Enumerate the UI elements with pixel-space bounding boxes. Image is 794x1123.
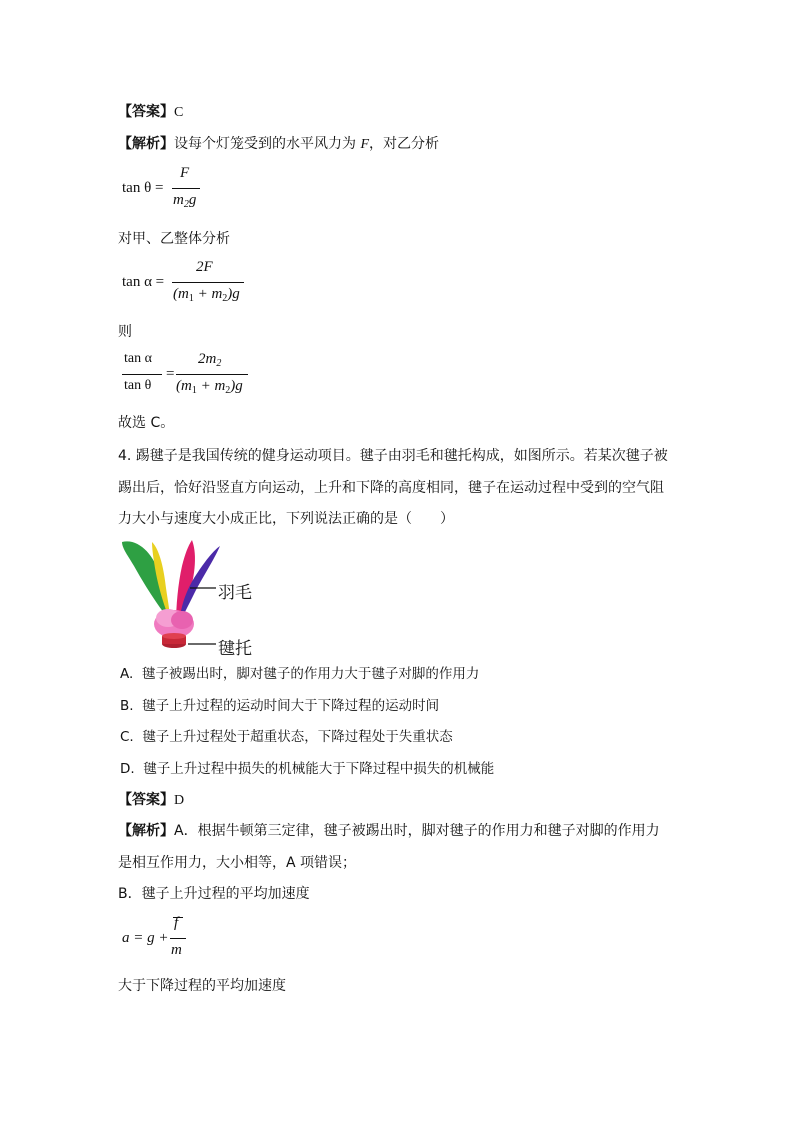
eq1-lhs: tan θ =	[122, 180, 164, 196]
label-base: 毽托	[218, 639, 252, 659]
choose-line: 故选 C。	[118, 415, 175, 431]
eq1-numerator: F	[180, 165, 190, 181]
shuttlecock-figure	[118, 536, 278, 658]
eq4-numerator: f	[174, 915, 179, 931]
eq3-equals: =	[166, 366, 175, 382]
eq2-den-plus: + m	[193, 286, 223, 302]
eq2-lhs: tan α =	[122, 274, 165, 290]
answer-value-2: D	[174, 793, 185, 808]
eq2-numerator: 2F	[196, 259, 213, 275]
option-c-key: C.	[120, 729, 134, 745]
equation-tan-alpha	[122, 259, 262, 312]
option-b-text: 毽子上升过程的运动时间大于下降过程的运动时间	[142, 698, 440, 714]
eq3-lhs-num: tan α	[124, 351, 152, 366]
answer-label: 【答案】	[118, 104, 174, 120]
last-line: 大于下降过程的平均加速度	[118, 978, 286, 994]
eq2-den-s2: 2	[222, 293, 228, 304]
eq4-lhs: a = g +	[122, 930, 169, 946]
analysis-text-b: ，对乙分析	[369, 136, 440, 152]
eq2-den: (m	[173, 286, 189, 302]
option-a-key: A.	[120, 666, 134, 682]
label-feather: 羽毛	[218, 583, 252, 603]
answer-line-2	[118, 790, 184, 811]
option-d-key: D.	[120, 761, 135, 777]
var-f: F	[360, 137, 370, 152]
option-b	[120, 696, 439, 716]
option-c-text: 毽子上升过程处于超重状态，下降过程处于失重状态	[142, 729, 453, 745]
analysis-2-text-1: A．根据牛顿第三定律，毽子被踢出时，脚对毽子的作用力和毽子对脚的作用力	[174, 823, 660, 839]
eq1-den-g: g	[188, 192, 197, 208]
whole-analysis-line: 对甲、乙整体分析	[118, 231, 230, 247]
analysis-line-1	[118, 134, 439, 155]
option-d	[120, 759, 494, 779]
answer-line-1	[118, 102, 183, 123]
eq3-den-end: )g	[230, 378, 243, 394]
eq3-num-sub: 2	[216, 358, 222, 369]
eq3-num: 2m	[198, 351, 217, 367]
option-d-text: 毽子上升过程中损失的机械能大于下降过程中损失的机械能	[143, 761, 495, 777]
equation-tan-theta	[122, 165, 232, 218]
eq2-den-s1: 1	[188, 293, 194, 304]
analysis-2-line-1	[118, 821, 660, 841]
eq3-den-plus: + m	[196, 378, 226, 394]
analysis-label-2: 【解析】	[118, 823, 174, 839]
question-4-line-1: 4. 踢毽子是我国传统的健身运动项目。毽子由羽毛和毽托构成，如图所示。若某次毽子被	[118, 448, 668, 464]
option-c	[120, 727, 453, 747]
analysis-2-line-3: B．毽子上升过程的平均加速度	[118, 886, 310, 902]
analysis-2-line-2: 是相互作用力，大小相等，A 项错误；	[118, 855, 357, 871]
analysis-text: 设每个灯笼受到的水平风力为	[174, 136, 361, 152]
then-line: 则	[118, 324, 132, 340]
option-a-text: 毽子被踢出时，脚对毽子的作用力大于毽子对脚的作用力	[141, 666, 480, 682]
eq3-den: (m	[176, 378, 192, 394]
option-b-key: B.	[120, 698, 134, 714]
answer-value: C	[174, 105, 184, 120]
eq4-denominator: m	[171, 942, 182, 958]
eq2-den-end: )g	[227, 286, 240, 302]
equation-acceleration	[122, 915, 212, 968]
eq3-lhs-den: tan θ	[124, 378, 152, 393]
eq1-den-sub: 2	[183, 199, 189, 210]
answer-label-2: 【答案】	[118, 792, 174, 808]
eq3-den-s1: 1	[191, 385, 197, 396]
eq3-den-s2: 2	[225, 385, 231, 396]
question-4-line-3: 力大小与速度大小成正比，下列说法正确的是（ ）	[118, 511, 454, 527]
question-4-line-2: 踢出后，恰好沿竖直方向运动，上升和下降的高度相同，毽子在运动过程中受到的空气阻	[118, 480, 664, 496]
eq1-den-m: m	[173, 192, 184, 208]
option-a	[120, 664, 479, 684]
shuttlecock-image	[118, 536, 278, 658]
analysis-label: 【解析】	[118, 136, 174, 152]
equation-ratio	[122, 351, 272, 404]
